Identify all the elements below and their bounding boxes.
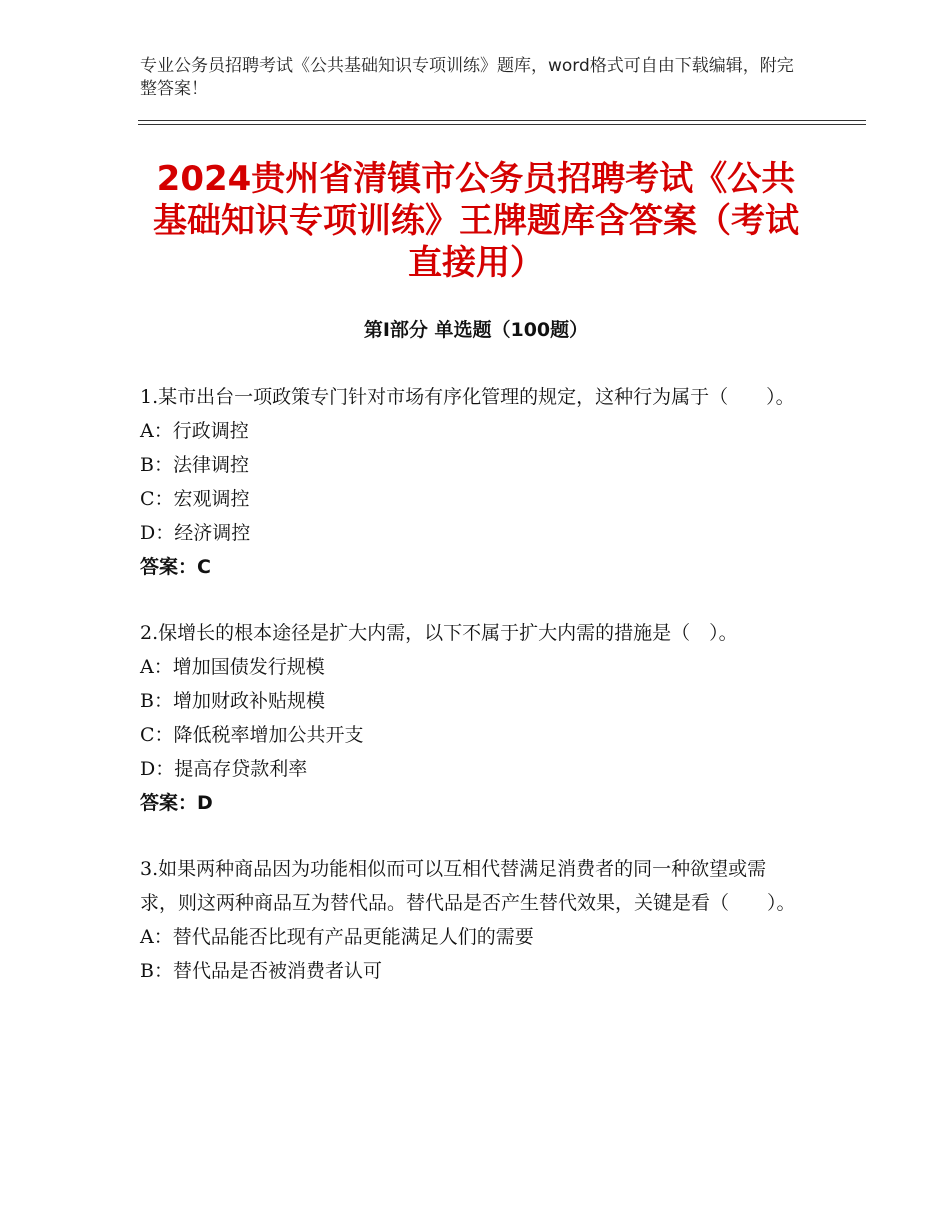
question-list xyxy=(140,380,800,1020)
option-c: C：降低税率增加公共开支 xyxy=(140,724,364,746)
question-stem: 3.如果两种商品因为功能相似而可以互相代替满足消费者的同一种欲望或需求，则这两种商品互为替代品。替代品是否产生替代效果，关键是看（ ）。 xyxy=(140,858,796,914)
question-2 xyxy=(140,616,800,820)
option-a: A：行政调控 xyxy=(140,420,249,442)
answer: 答案：D xyxy=(140,792,213,814)
question-1 xyxy=(140,380,800,584)
option-b: B：替代品是否被消费者认可 xyxy=(140,960,382,982)
answer: 答案：C xyxy=(140,556,211,578)
section-title: 第Ⅰ部分 单选题（100题） xyxy=(363,319,589,341)
question-3 xyxy=(140,852,800,988)
option-c: C：宏观调控 xyxy=(140,488,250,510)
header-note: 专业公务员招聘考试《公共基础知识专项训练》题库，word格式可自由下载编辑，附完整答案！ xyxy=(140,56,794,99)
document-title: 2024贵州省清镇市公务员招聘考试《公共基础知识专项训练》王牌题库含答案（考试直接用） xyxy=(153,159,799,283)
option-d: D：提高存贷款利率 xyxy=(140,758,308,780)
option-a: A：替代品能否比现有产品更能满足人们的需要 xyxy=(140,926,534,948)
option-a: A：增加国债发行规模 xyxy=(140,656,325,678)
option-b: B：法律调控 xyxy=(140,454,249,476)
option-d: D：经济调控 xyxy=(140,522,251,544)
option-b: B：增加财政补贴规模 xyxy=(140,690,325,712)
question-stem: 2.保增长的根本途径是扩大内需，以下不属于扩大内需的措施是（ ）。 xyxy=(140,622,738,644)
header-divider xyxy=(138,120,866,125)
question-stem: 1.某市出台一项政策专门针对市场有序化管理的规定，这种行为属于（ ）。 xyxy=(140,386,795,408)
